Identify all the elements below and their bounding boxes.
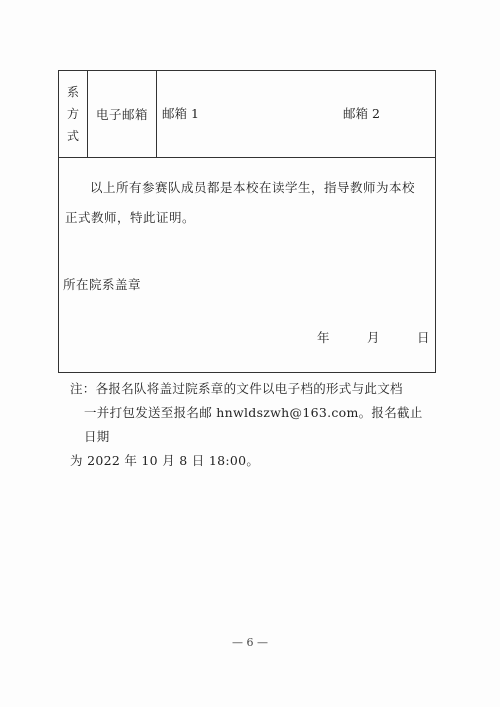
contact-row bbox=[59, 71, 435, 158]
contact-method-label bbox=[59, 71, 88, 157]
email-2-field-label: 邮箱 2 bbox=[343, 106, 380, 121]
certification-statement: 以上所有参赛队成员都是本校在读学生，指导教师为本校正式教师，特此证明。 bbox=[65, 180, 416, 225]
note-line-1: 注：各报名队将盖过院系章的文件以电子档的形式与此文档 bbox=[70, 381, 403, 396]
contact-label-char: 系 bbox=[66, 85, 79, 99]
date-day-label: 日 bbox=[417, 330, 430, 345]
note-line-3: 为 2022 年 10 月 8 日 18:00。 bbox=[70, 453, 260, 468]
email-1-field-label: 邮箱 1 bbox=[162, 106, 199, 121]
page-number: — 6 — bbox=[232, 636, 268, 649]
contact-label-char: 式 bbox=[66, 129, 79, 143]
contact-label-char: 方 bbox=[66, 107, 79, 121]
date-month-label: 月 bbox=[367, 330, 380, 345]
submission-note bbox=[70, 377, 430, 473]
email-label-cell bbox=[88, 71, 157, 157]
date-year-label: 年 bbox=[317, 330, 330, 345]
note-line-2: 一并打包发送至报名邮 hnwldszwh@163.com。报名截止日期 bbox=[84, 405, 423, 444]
registration-form-table bbox=[58, 70, 436, 373]
date-line bbox=[317, 328, 430, 346]
email-label: 电子邮箱 bbox=[95, 107, 148, 122]
certification-section bbox=[59, 158, 435, 373]
department-stamp-label: 所在院系盖章 bbox=[63, 277, 142, 292]
